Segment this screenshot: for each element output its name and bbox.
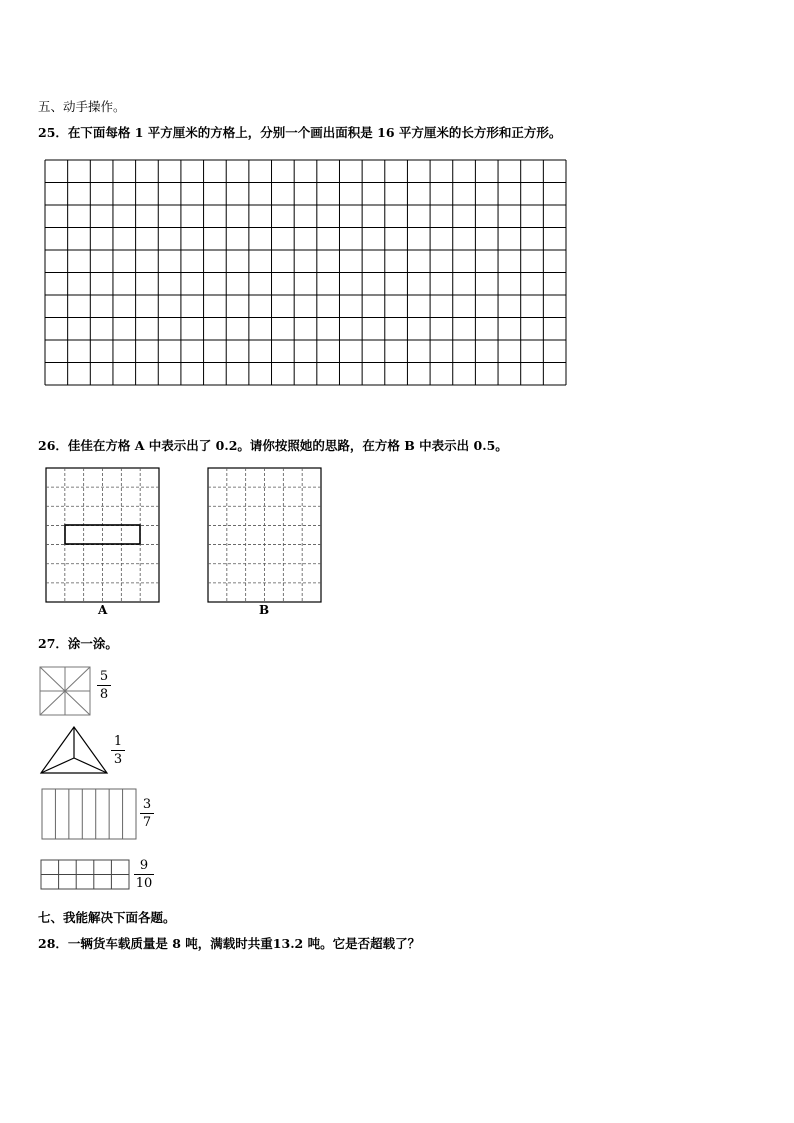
question-number: 28．: [38, 936, 68, 951]
question-text: 涂一涂。: [67, 636, 118, 651]
numerator: 1: [113, 734, 123, 749]
numerator: 5: [99, 669, 109, 684]
question-27: [38, 636, 118, 652]
grid-a-label: A: [98, 603, 108, 617]
question-number: 25．: [38, 125, 68, 140]
rectangle-tenths-shape[interactable]: [41, 860, 129, 889]
denominator: 7: [142, 815, 152, 830]
denominator: 10: [135, 876, 153, 891]
denominator: 8: [99, 687, 109, 702]
question-number: 26．: [38, 438, 68, 453]
denominator: 3: [113, 752, 123, 767]
question-text: 佳佳在方格 A 中表示出了 0.2。请你按照她的思路，在方格 B 中表示出 0.5。: [67, 438, 508, 453]
grid-b-label: B: [259, 603, 270, 617]
fraction-3-7: [140, 797, 154, 830]
fraction-5-8: [97, 669, 111, 702]
rectangle-sevenths-shape[interactable]: [42, 789, 136, 839]
numerator: 3: [142, 797, 152, 812]
section-heading-5: 五、动手操作。: [38, 99, 126, 114]
section-heading-7: 七、我能解决下面各题。: [38, 910, 176, 925]
grid-b[interactable]: [208, 468, 321, 602]
square-octants-shape[interactable]: [40, 667, 90, 715]
question-text: 在下面每格 1 平方厘米的方格上，分别一个画出面积是 16 平方厘米的长方形和正方形。: [67, 125, 562, 140]
question-number: 27．: [38, 636, 68, 651]
question-28: [38, 936, 420, 952]
square-grid-25: [45, 160, 566, 385]
question-26: [38, 438, 508, 454]
numerator: 9: [139, 858, 149, 873]
grid-a: [46, 468, 159, 602]
triangle-thirds-shape[interactable]: [41, 727, 107, 773]
fraction-9-10: [134, 858, 154, 891]
question-text: 一辆货车载质量是 8 吨，满载时共重13.2 吨。它是否超载了？: [67, 936, 421, 951]
fraction-1-3: [111, 734, 125, 767]
